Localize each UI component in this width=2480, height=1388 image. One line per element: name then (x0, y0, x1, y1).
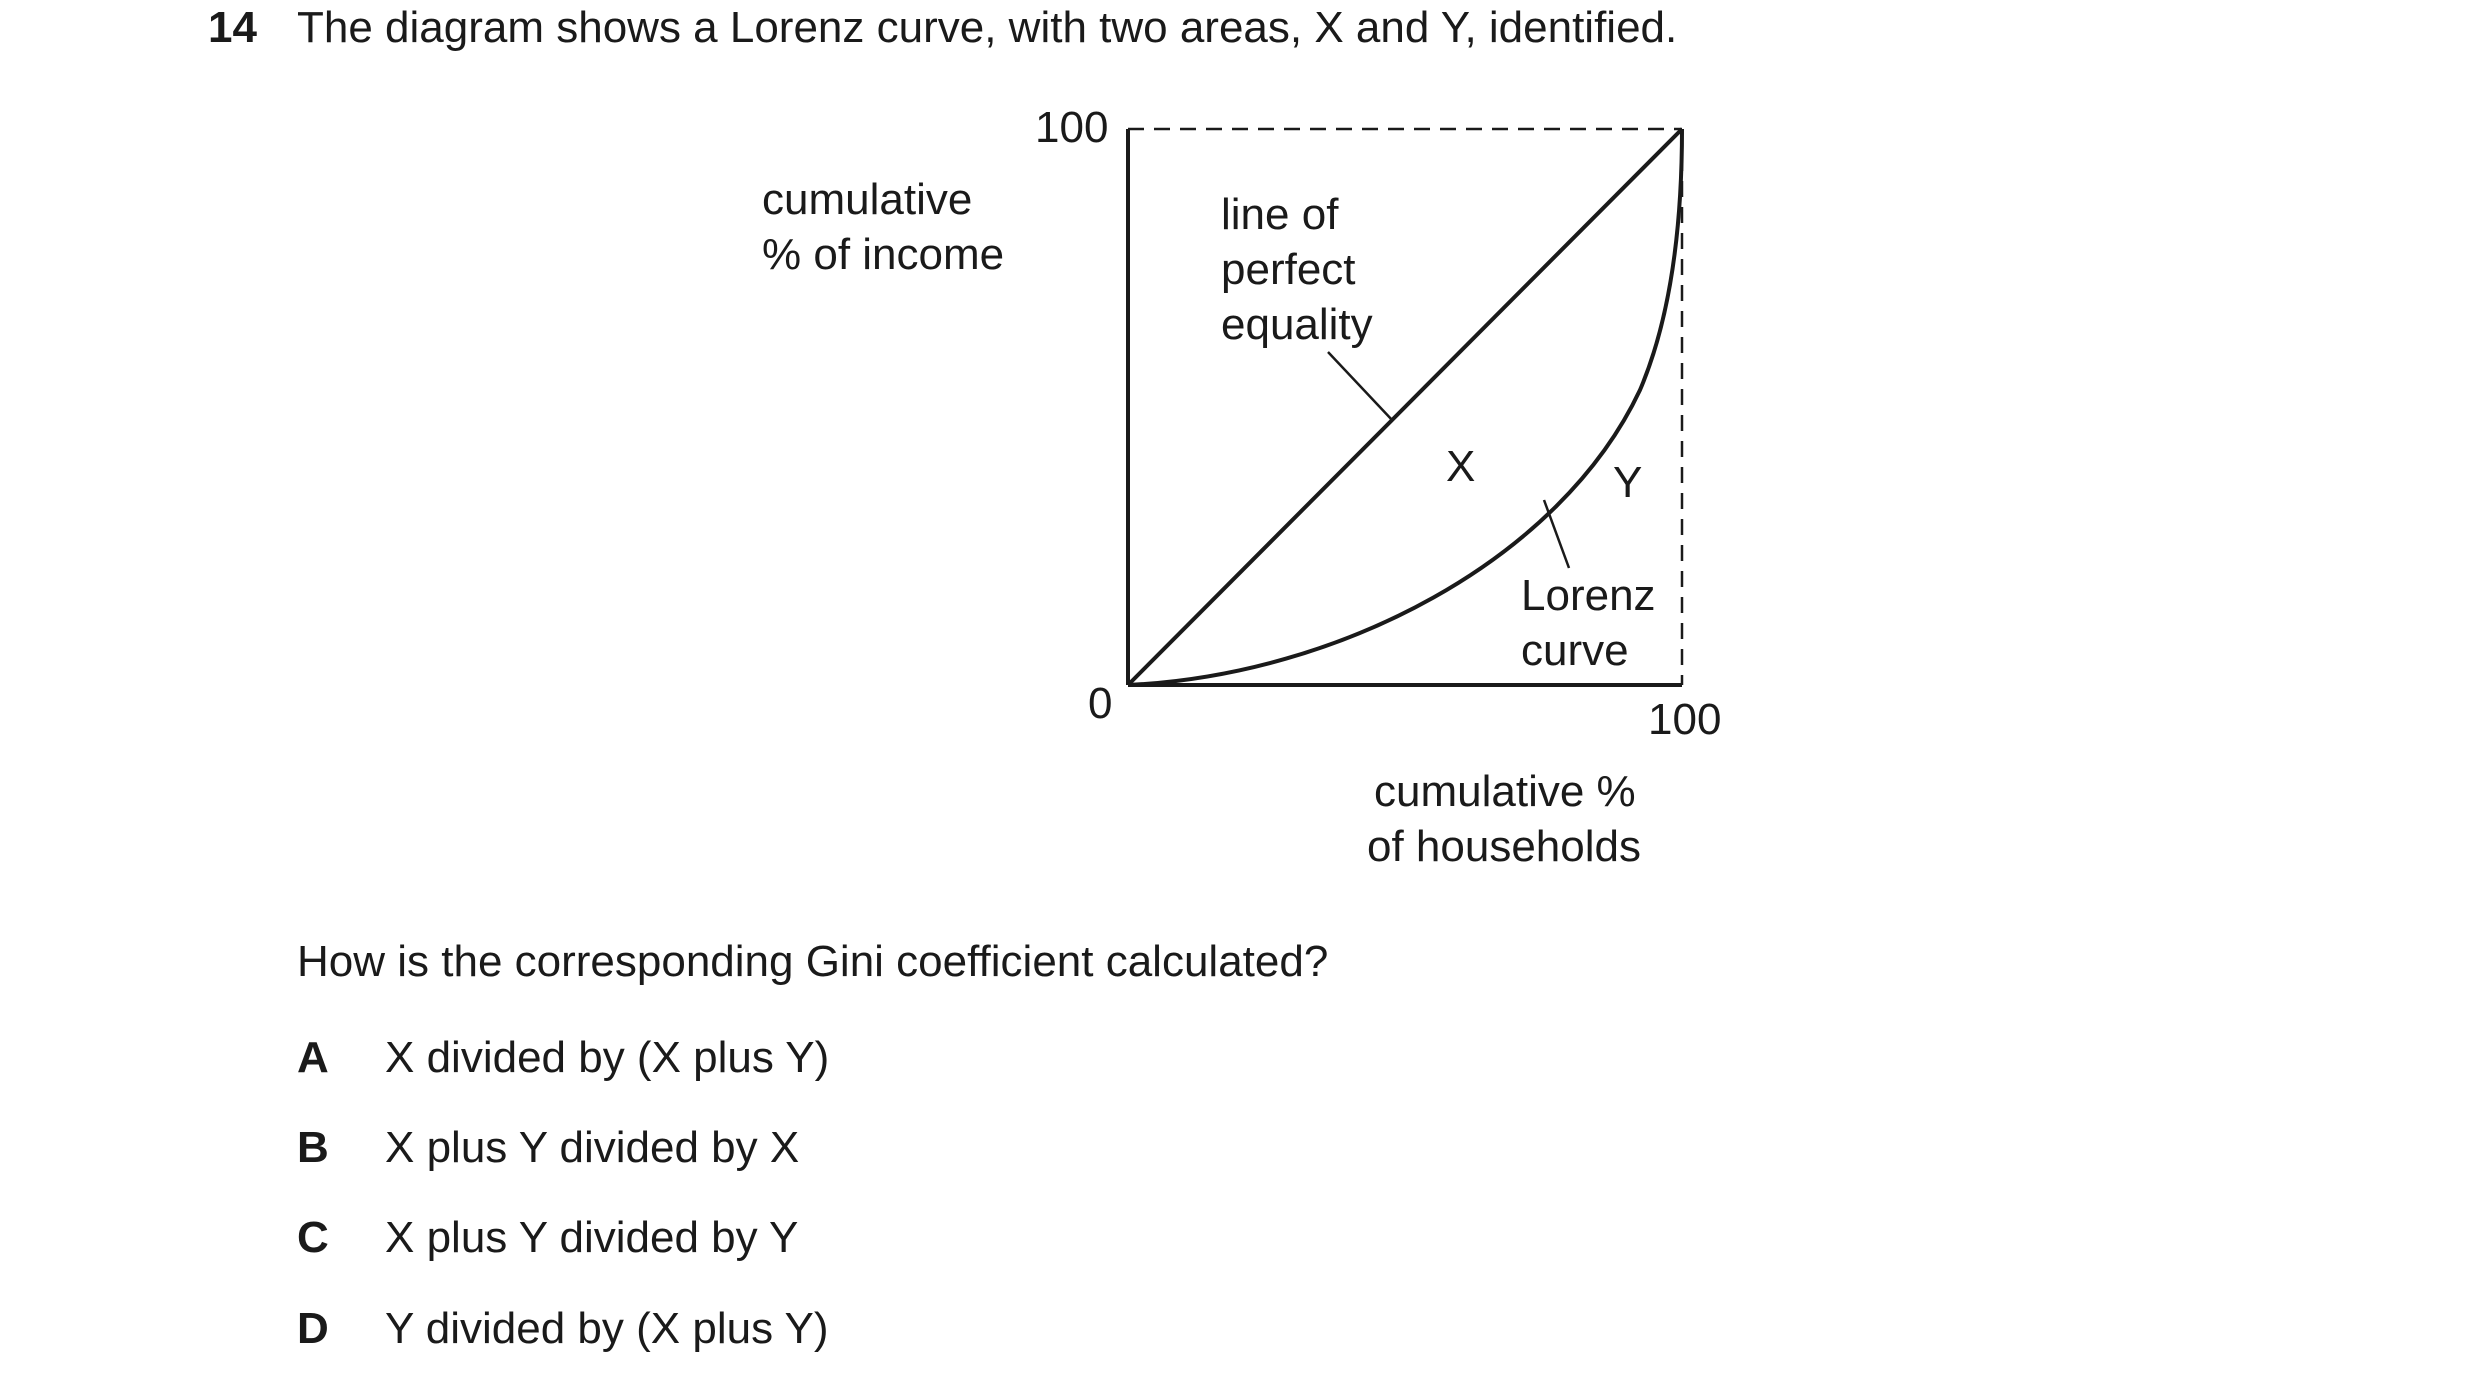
option-b-text: X plus Y divided by X (385, 1123, 800, 1172)
equality-leader-line (1328, 352, 1393, 421)
y-axis-label-line1: cumulative (762, 175, 973, 224)
equality-label-line2: perfect (1221, 245, 1356, 294)
option-d-letter: D (297, 1304, 329, 1353)
equality-label-line1: line of (1221, 190, 1339, 239)
x-axis-label-line1: cumulative % (1374, 767, 1636, 816)
question-number: 14 (208, 3, 257, 52)
option-a-letter: A (297, 1033, 329, 1082)
lorenz-label-line1: Lorenz (1521, 571, 1656, 620)
lorenz-label-line2: curve (1521, 626, 1629, 675)
option-d-text: Y divided by (X plus Y) (385, 1304, 829, 1353)
area-x-label: X (1446, 442, 1476, 491)
option-b-letter: B (297, 1123, 329, 1172)
area-y-label: Y (1613, 458, 1643, 507)
question-text: The diagram shows a Lorenz curve, with two areas, X and Y, identified. (297, 3, 1678, 52)
equality-label-line3: equality (1221, 300, 1373, 349)
option-a-text: X divided by (X plus Y) (385, 1033, 830, 1082)
y-axis-label-line2: % of income (762, 230, 1005, 279)
x-max-label: 100 (1648, 695, 1722, 744)
sub-question-text: How is the corresponding Gini coefficient calculated? (297, 937, 1329, 986)
option-c-text: X plus Y divided by Y (385, 1213, 799, 1262)
lorenz-leader-line (1544, 500, 1569, 568)
x-axis-label-line2: of households (1367, 822, 1641, 871)
y-max-label: 100 (1035, 103, 1109, 152)
option-c-letter: C (297, 1213, 329, 1262)
origin-label: 0 (1088, 679, 1113, 728)
